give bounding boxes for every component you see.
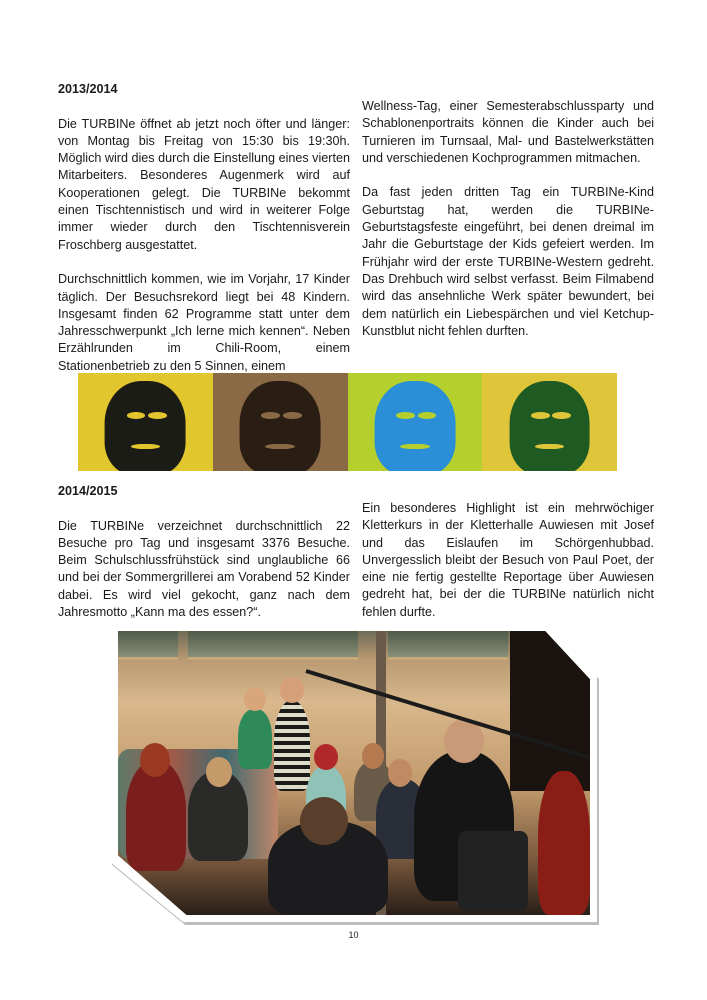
paragraph: Durchschnittlich kommen, wie im Vorjahr, 17 Kinder täglich. Der Besuchsrekord liegt bei 48 Kindern. Insgesamt finden 62 Programme statt unter dem Jahresschwerpunkt „Ich lerne mich kennen“. Neben Erzählrunden im Chili-Room, einem Stationenbetrieb zu den 5 Sinnen, einem <box>58 272 350 373</box>
section-heading: 2014/2015 <box>58 484 118 498</box>
stencil-portrait-strip <box>78 373 617 471</box>
paragraph: Ein besonderes Highlight ist ein mehrwöchiger Kletterkurs in der Kletterhalle Auwiesen mit Josef und das Eislaufen im Schörgenhubbad. Unvergesslich bleibt der Besuch von Paul Poet, der eine nie fertig gestellte Reportage über Auwiesen gedreht hat, bei der die TURBINe natürlich nicht fehlen durfte. <box>362 501 654 619</box>
section-heading: 2013/2014 <box>58 82 118 96</box>
section-2013-left-column <box>58 81 350 375</box>
paragraph: Da fast jeden dritten Tag ein TURBINe-Kind Geburtstag hat, werden die TURBINe-Geburtstagsfeste eingeführt, bei denen dreimal im Jahr die Geburtstage der Kids gefeiert werden. Im Frühjahr wird der erste TURBINe-Western gedreht. Das Drehbuch wird selbst verfasst. Beim Filmabend wird das ansehnliche Werk später bewundert, bei dem natürlich ein Liebespärchen und viel Ketchup-Kunstblut nicht fehlen durften. <box>362 185 654 338</box>
paragraph: Die TURBINe öffnet ab jetzt noch öfter und länger: von Montag bis Freitag von 15:30 bis 19:30h. Möglich wird dies durch die Einstellung eines vierten Mitarbeiters. Besonderes Augenmerk wird auf Kooperationen gelegt. Die TURBINe bekommt einen Tischtennistisch und wird in weiterer Folge immer wieder durch den Tischtennisverein Froschberg ausgestattet. <box>58 116 350 252</box>
paragraph: Wellness-Tag, einer Semesterabschlussparty und Schablonenportraits können die Kinder auch bei Turnieren im Turnsaal, Mal- und Bastelwerkstätten und verschiedenen Kochprogrammen mitmachen. <box>362 99 654 165</box>
film-crew-photo <box>118 631 590 915</box>
stencil-portrait <box>348 373 483 471</box>
page-number: 10 <box>348 930 359 940</box>
stencil-portrait <box>213 373 348 471</box>
section-2014-right-column <box>362 500 654 621</box>
stencil-portrait <box>482 373 617 471</box>
paragraph: Die TURBINe verzeichnet durchschnittlich 22 Besuche pro Tag und insgesamt 3376 Besuche. Beim Schulschlussfrühstück sind unglaubliche 66 und bei der Sommergrillerei am Vorabend 52 Kinder dabei. Es wird viel gekocht, ganz nach dem Jahresmotto „Kann ma des essen?“. <box>58 518 350 620</box>
section-2014-left-column <box>58 483 350 621</box>
section-2013-right-column <box>362 98 654 340</box>
stencil-portrait <box>78 373 213 471</box>
